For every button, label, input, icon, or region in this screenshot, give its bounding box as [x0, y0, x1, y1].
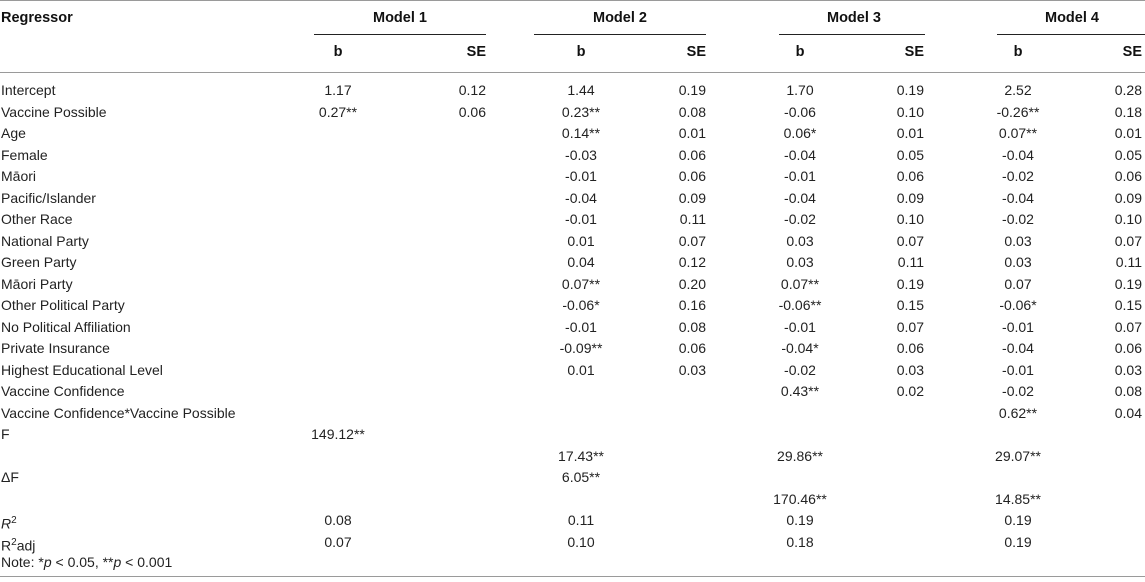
- row-label: Vaccine Possible: [1, 103, 107, 120]
- table-row: [0, 510, 1145, 531]
- model-4-header: Model 4: [1045, 10, 1099, 26]
- cell-m2se: 0.12: [678, 254, 706, 270]
- cell-m3b: -0.01: [784, 168, 816, 184]
- cell-m4b: 2.52: [1004, 82, 1032, 98]
- cell-m1b: 0.07: [324, 533, 352, 550]
- table-note: Note: *p < 0.05, **p < 0.001: [1, 554, 173, 570]
- row-label: Female: [1, 146, 48, 163]
- cell-m2se: 0.06: [678, 146, 706, 163]
- cell-m1b: 0.08: [324, 512, 352, 528]
- cell-m1b: 1.17: [324, 82, 352, 98]
- cell-m4b: -0.06*: [999, 297, 1037, 313]
- cell-m3b: 0.18: [786, 533, 814, 550]
- cell-m3b: 0.43**: [780, 383, 820, 399]
- cell-m3b: 0.03: [786, 232, 814, 249]
- model-3-se-header: SE: [904, 44, 924, 60]
- row-label: Pacific/Islander: [1, 189, 96, 206]
- cell-m3b: -0.02: [784, 361, 816, 378]
- cell-m4b: -0.02: [1002, 211, 1034, 227]
- cell-m2b: -0.04: [565, 189, 597, 206]
- cell-m2se: 0.06: [678, 168, 706, 184]
- row-label: Age: [1, 125, 26, 141]
- cell-m4se: 0.09: [1114, 189, 1142, 206]
- row-label: Vaccine Confidence*Vaccine Possible: [1, 404, 236, 421]
- row-label: Other Political Party: [1, 297, 125, 313]
- cell-m4b: -0.01: [1002, 318, 1034, 335]
- cell-m3se: 0.02: [896, 383, 924, 399]
- model-2-underline: [534, 34, 706, 35]
- cell-m2b: -0.01: [565, 168, 597, 184]
- cell-m4b: -0.04: [1002, 340, 1034, 356]
- cell-m3se: 0.06: [896, 340, 924, 356]
- cell-m2b: 1.44: [567, 82, 595, 98]
- cell-m4b: 14.85**: [995, 490, 1041, 507]
- cell-m3se: 0.03: [896, 361, 924, 378]
- table-row: [0, 102, 1145, 123]
- cell-m4b: -0.01: [1002, 361, 1034, 378]
- table-row: [0, 274, 1145, 295]
- row-label: Māori: [1, 168, 37, 184]
- cell-m3b: 0.03: [786, 254, 814, 270]
- cell-m2b: 0.01: [567, 232, 595, 249]
- row-label: ΔF: [1, 469, 19, 485]
- row-label: F: [1, 426, 10, 442]
- cell-m3se: 0.05: [896, 146, 924, 163]
- model-4-underline: [997, 34, 1145, 35]
- cell-m4se: 0.11: [1115, 254, 1142, 270]
- table-row: [0, 252, 1145, 273]
- cell-m2se: 0.20: [678, 275, 706, 292]
- cell-m2se: 0.08: [678, 103, 706, 120]
- cell-m1se: 0.06: [458, 103, 486, 120]
- cell-m4se: 0.03: [1114, 361, 1142, 378]
- table-row: [0, 403, 1145, 424]
- cell-m4b: 0.19: [1004, 533, 1032, 550]
- cell-m3se: 0.19: [896, 275, 924, 292]
- cell-m2b: -0.01: [565, 318, 597, 335]
- cell-m2b: -0.09**: [559, 340, 603, 356]
- table-row: [0, 338, 1145, 359]
- row-label: Green Party: [1, 254, 77, 270]
- model-4-se-header: SE: [1122, 44, 1142, 60]
- cell-m3b: -0.04: [784, 189, 816, 206]
- cell-m2b: 17.43**: [558, 447, 604, 464]
- cell-m2b: 0.04: [567, 254, 595, 270]
- cell-m2se: 0.03: [678, 361, 706, 378]
- cell-m2b: 0.14**: [561, 125, 601, 141]
- table-row: [0, 467, 1145, 488]
- cell-m2b: 0.10: [567, 533, 595, 550]
- cell-m4b: 0.62**: [998, 404, 1038, 421]
- table-row: [0, 360, 1145, 381]
- cell-m4b: 29.07**: [995, 447, 1041, 464]
- cell-m3b: -0.04: [784, 146, 816, 163]
- cell-m2b: 6.05**: [561, 469, 601, 485]
- cell-m3se: 0.07: [896, 232, 924, 249]
- table-row: [0, 231, 1145, 252]
- row-label: $R^2adj$: [1, 536, 36, 554]
- cell-m4se: 0.06: [1114, 168, 1142, 184]
- table-row: [0, 145, 1145, 166]
- cell-m1se: 0.12: [458, 82, 486, 98]
- cell-m3b: -0.01: [784, 318, 816, 335]
- cell-m3se: 0.06: [896, 168, 924, 184]
- cell-m3se: 0.11: [897, 254, 924, 270]
- cell-m4se: 0.07: [1114, 318, 1142, 335]
- table-row: [0, 80, 1145, 101]
- table-row: [0, 381, 1145, 402]
- model-2-header: Model 2: [593, 10, 647, 26]
- cell-m4b: -0.04: [1002, 146, 1034, 163]
- cell-m4b: 0.07: [1004, 275, 1032, 292]
- cell-m1b: 0.27**: [318, 103, 358, 120]
- cell-m4b: 0.07**: [998, 125, 1038, 141]
- row-label: Māori Party: [1, 275, 73, 292]
- cell-m4se: 0.19: [1114, 275, 1142, 292]
- cell-m4se: 0.01: [1114, 125, 1142, 141]
- cell-m2se: 0.19: [678, 82, 706, 98]
- cell-m2se: 0.11: [679, 211, 706, 227]
- cell-m2b: 0.01: [567, 361, 595, 378]
- cell-m3b: 0.06*: [783, 125, 817, 141]
- cell-m3se: 0.07: [896, 318, 924, 335]
- model-3-header: Model 3: [827, 10, 881, 26]
- model-3-underline: [779, 34, 925, 35]
- row-label: $R^2$: [1, 515, 17, 532]
- table-row: [0, 166, 1145, 187]
- model-3-b-header: b: [795, 44, 805, 60]
- model-2-b-header: b: [576, 44, 586, 60]
- table-row: [0, 446, 1145, 467]
- cell-m3se: 0.19: [896, 82, 924, 98]
- row-label: Private Insurance: [1, 340, 110, 356]
- cell-m2b: -0.03: [565, 146, 597, 163]
- model-1-b-header: b: [333, 44, 343, 60]
- cell-m2se: 0.09: [678, 189, 706, 206]
- cell-m3b: 29.86**: [777, 447, 823, 464]
- cell-m2se: 0.08: [678, 318, 706, 335]
- top-rule: [0, 0, 1145, 1]
- cell-m3b: 0.07**: [780, 275, 820, 292]
- cell-m2se: 0.07: [678, 232, 706, 249]
- cell-m3b: 1.70: [786, 82, 814, 98]
- row-label: Other Race: [1, 211, 73, 227]
- table-row: [0, 489, 1145, 510]
- model-1-header: Model 1: [373, 10, 427, 26]
- cell-m4b: -0.04: [1002, 189, 1034, 206]
- table-row: [0, 317, 1145, 338]
- cell-m4se: 0.08: [1114, 383, 1142, 399]
- table-row: [0, 424, 1145, 445]
- cell-m2se: 0.06: [678, 340, 706, 356]
- cell-m4se: 0.18: [1114, 103, 1142, 120]
- regressor-header: Regressor: [1, 10, 73, 26]
- cell-m3se: 0.09: [896, 189, 924, 206]
- cell-m2b: -0.01: [565, 211, 597, 227]
- bottom-rule: [0, 576, 1145, 577]
- model-2-se-header: SE: [686, 44, 706, 60]
- cell-m4se: 0.28: [1114, 82, 1142, 98]
- model-4-b-header: b: [1013, 44, 1023, 60]
- cell-m2b: 0.23**: [561, 103, 601, 120]
- cell-m4b: -0.02: [1002, 383, 1034, 399]
- cell-m3b: 170.46**: [773, 490, 827, 507]
- cell-m3se: 0.15: [896, 297, 924, 313]
- cell-m4se: 0.10: [1114, 211, 1142, 227]
- cell-m2b: 0.11: [567, 512, 595, 528]
- cell-m2b: 0.07**: [561, 275, 601, 292]
- cell-m4se: 0.15: [1114, 297, 1142, 313]
- table-row: [0, 209, 1145, 230]
- cell-m4se: 0.05: [1114, 146, 1142, 163]
- cell-m3b: -0.04*: [781, 340, 819, 356]
- model-1-se-header: SE: [466, 44, 486, 60]
- table-row: [0, 123, 1145, 144]
- cell-m4b: 0.19: [1004, 512, 1032, 528]
- cell-m4b: -0.02: [1002, 168, 1034, 184]
- header-rule: [0, 72, 1145, 73]
- row-label: National Party: [1, 232, 89, 249]
- cell-m3b: -0.06: [784, 103, 816, 120]
- table-row: [0, 532, 1145, 553]
- table-row: [0, 295, 1145, 316]
- cell-m3se: 0.10: [896, 211, 924, 227]
- model-1-underline: [314, 34, 486, 35]
- cell-m4se: 0.06: [1114, 340, 1142, 356]
- cell-m2se: 0.16: [678, 297, 706, 313]
- cell-m4b: 0.03: [1004, 232, 1032, 249]
- row-label: Highest Educational Level: [1, 361, 163, 378]
- cell-m4b: 0.03: [1004, 254, 1032, 270]
- table-row: [0, 188, 1145, 209]
- cell-m4se: 0.07: [1114, 232, 1142, 249]
- cell-m4b: -0.26**: [996, 103, 1040, 120]
- row-label: No Political Affiliation: [1, 318, 131, 335]
- row-label: Intercept: [1, 82, 56, 98]
- cell-m1b: 149.12**: [311, 426, 365, 442]
- cell-m3se: 0.10: [896, 103, 924, 120]
- cell-m3b: -0.06**: [778, 297, 822, 313]
- cell-m3b: -0.02: [784, 211, 816, 227]
- cell-m2se: 0.01: [678, 125, 706, 141]
- cell-m3b: 0.19: [786, 512, 814, 528]
- cell-m4se: 0.04: [1114, 404, 1142, 421]
- cell-m2b: -0.06*: [562, 297, 600, 313]
- cell-m3se: 0.01: [896, 125, 924, 141]
- row-label: Vaccine Confidence: [1, 383, 125, 399]
